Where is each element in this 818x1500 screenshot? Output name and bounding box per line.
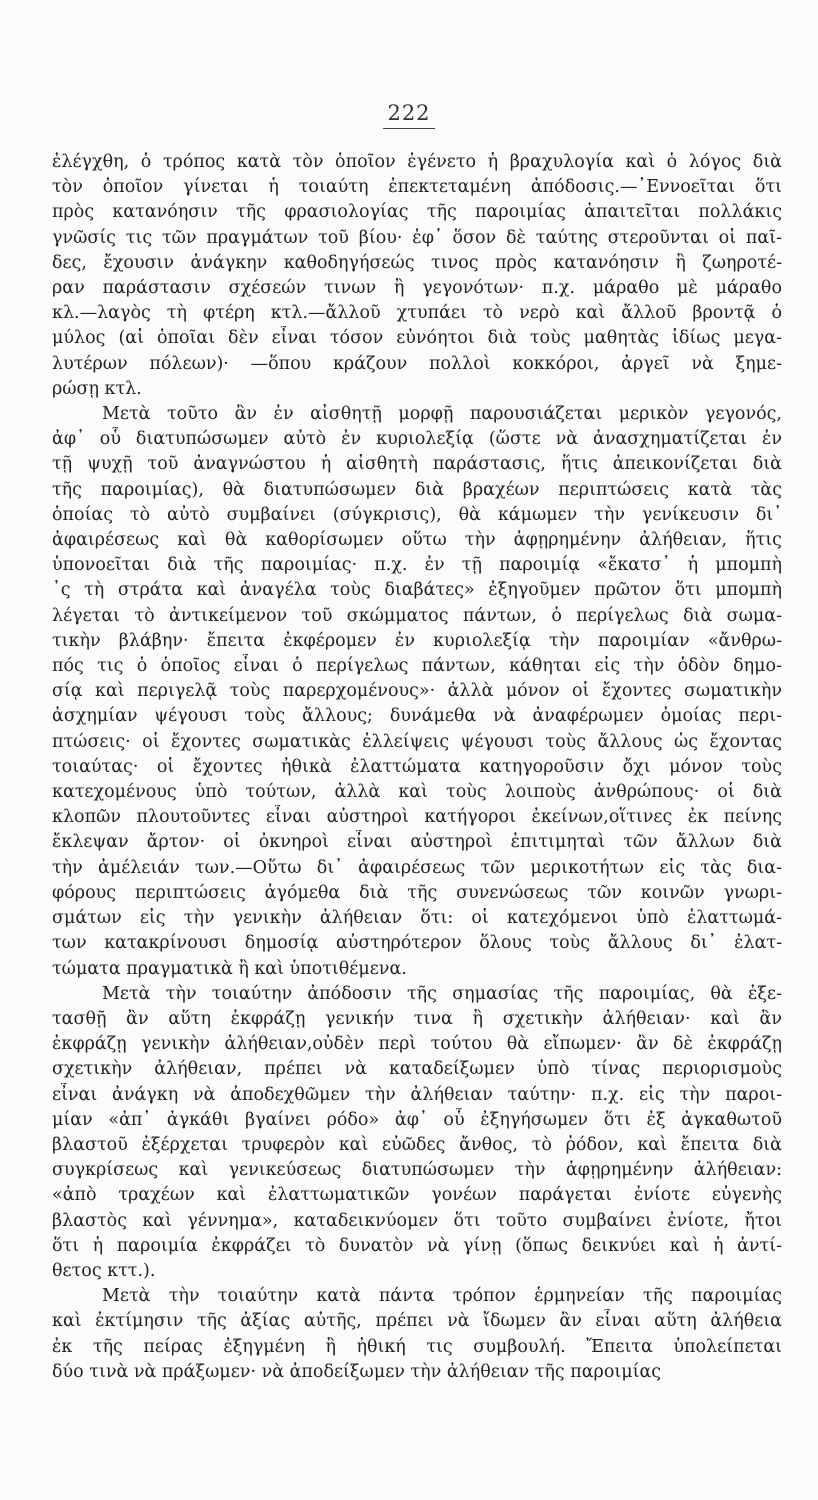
text-line: δες, ἔχουσιν ἀνάγκην καθοδηγήσεώς τινος πρὸς κατανόησιν ἢ ζωηροτέ- [52,252,782,273]
text-line: ᾽ς τὴ στράτα καὶ ἀναγέλα τοὺς διαβάτες» ἐξηγοῦμεν πρῶτον ὅτι μπομπὴ [52,580,782,601]
text-line: ὑπονοεῖται διὰ τῆς παροιμίας· π.χ. ἐν τῇ παροιμίᾳ «ἔκατσ᾽ ἡ μπομπὴ [52,555,782,576]
text-line: τῇ ψυχῇ τοῦ ἀναγνώστου ἡ αἰσθητὴ παράστασις, ἥτις ἀπεικονίζεται διὰ [52,454,782,475]
text-line: Μετὰ τὴν τοιαύτην ἀπόδοσιν τῆς σημασίας τῆς παροιμίας, θὰ ἐξε- [102,983,782,1004]
text-line: σίᾳ καὶ περιγελᾷ τοὺς παρερχομένους»· ἀλλὰ μόνον οἱ ἔχοντες σωματικὴν [52,681,782,702]
body-text [52,150,782,1385]
text-line: μύλος (αἱ ὁποῖαι δὲν εἶναι τόσον εὐνόητοι διὰ τοὺς μαθητὰς ἰδίως μεγα- [52,328,782,349]
text-line: ὁποίας τὸ αὐτὸ συμβαίνει (σύγκρισις), θὰ κάμωμεν τὴν γενίκευσιν δι᾽ [52,504,782,525]
text-line: φόρους περιπτώσεις ἀγόμεθα διὰ τῆς συνενώσεως τῶν κοινῶν γνωρι- [52,882,782,903]
text-line: ἐλέγχθη, ὁ τρόπος κατὰ τὸν ὁποῖον ἐγένετο ἡ βραχυλογία καὶ ὁ λόγος διὰ [52,152,782,172]
text-line: εἶναι ἀνάγκη νὰ ἀποδεχθῶμεν τὴν ἀλήθειαν ταύτην· π.χ. εἰς τὴν παροι- [52,1084,782,1105]
text-line: «ἀπὸ τραχέων καὶ ἐλαττωματικῶν γονέων παράγεται ἐνίοτε εὐγενὴς [52,1185,782,1206]
text-line: πός τις ὁ ὁποῖος εἶναι ὁ περίγελως πάντων, κάθηται εἰς τὴν ὁδὸν δημο- [52,656,782,677]
text-line: συγκρίσεως καὶ γενικεύσεως διατυπώσωμεν τὴν ἀφῃρημένην ἀλήθειαν: [52,1160,782,1181]
text-line: σχετικὴν ἀλήθειαν, πρέπει νὰ καταδείξωμεν ὑπὸ τίνας περιορισμοὺς [52,1059,782,1080]
text-line: γνῶσίς τις τῶν πραγμάτων τοῦ βίου· ἐφ᾽ ὅσον δὲ ταύτης στεροῦνται οἱ παῖ- [52,227,782,248]
text-line: μίαν «ἀπ᾽ ἀγκάθι βγαίνει ρόδο» ἀφ᾽ οὗ ἐξηγήσωμεν ὅτι ἐξ ἀγκαθωτοῦ [52,1109,782,1130]
text-line: κατεχομένους ὑπὸ τούτων, ἀλλὰ καὶ τοὺς λοιποὺς ἀνθρώπους· οἱ διὰ [52,782,782,803]
text-line: τασθῇ ἂν αὕτη ἐκφράζῃ γενικήν τινα ἢ σχετικὴν ἀλήθειαν· καὶ ἂν [52,1008,782,1029]
text-line: θετος κττ.). [52,1260,156,1281]
page-number-text: 222 [383,101,434,129]
text-line: Μετὰ τὴν τοιαύτην κατὰ πάντα τρόπον ἑρμηνείαν τῆς παροιμίας [102,1286,782,1307]
text-line: δύο τινὰ νὰ πράξωμεν· νὰ ἀποδείξωμεν τὴν ἀλήθειαν τῆς παροιμίας [52,1361,662,1382]
text-line: ρώσῃ κτλ. [52,378,142,399]
page-number [0,101,818,129]
text-line: κλοπῶν πλουτοῦντες εἶναι αὐστηροὶ κατήγοροι ἐκείνων,οἵτινες ἐκ πείνης [52,807,782,828]
text-line: πρὸς κατανόησιν τῆς φρασιολογίας τῆς παροιμίας ἀπαιτεῖται πολλάκις [52,202,782,223]
paragraph [52,150,782,402]
text-line: ἔκλεψαν ἄρτον· οἱ ὀκνηροὶ εἶναι αὐστηροὶ ἐπιτιμηταὶ τῶν ἄλλων διὰ [52,832,782,853]
text-line: βλαστοῦ ἐξέρχεται τρυφερὸν καὶ εὐῶδες ἄνθος, τὸ ῥόδον, καὶ ἔπειτα διὰ [52,1134,782,1155]
text-line: βλαστὸς καὶ γέννημα», καταδεικνύομεν ὅτι τοῦτο συμβαίνει ἐνίοτε, ἤτοι [52,1210,782,1231]
paragraph [52,982,782,1284]
text-line: ὅτι ἡ παροιμία ἐκφράζει τὸ δυνατὸν νὰ γίνῃ (ὅπως δεικνύει καὶ ἡ ἀντί- [52,1235,782,1256]
text-line: τώματα πραγματικὰ ἢ καὶ ὑποτιθέμενα. [52,958,407,979]
text-line: ἀφ᾽ οὗ διατυπώσωμεν αὐτὸ ἐν κυριολεξίᾳ (ὥστε νὰ ἀνασχηματίζεται ἐν [52,429,782,450]
text-line: τοιαύτας· οἱ ἔχοντες ἠθικὰ ἐλαττώματα κατηγοροῦσιν ὄχι μόνον τοὺς [52,756,782,777]
text-line: λυτέρων πόλεων)· —ὅπου κράζουν πολλοὶ κοκκόροι, ἀργεῖ νὰ ξημε- [52,353,782,374]
text-line: ἐκ τῆς πείρας ἐξηγμένη ἢ ἠθική τις συμβουλή. Ἔπειτα ὑπολείπεται [52,1336,782,1357]
text-line: ἀσχημίαν ψέγουσι τοὺς ἄλλους; δυνάμεθα νὰ ἀναφέρωμεν ὁμοίας περι- [52,706,782,727]
text-line: κλ.—λαγὸς τὴ φτέρη κτλ.—ἄλλοῦ χτυπάει τὸ νερὸ καὶ ἄλλοῦ βροντᾷ ὁ [52,303,782,324]
text-line: ἐκφράζῃ γενικὴν ἀλήθειαν,οὐδὲν περὶ τούτου θὰ εἴπωμεν· ἂν δὲ ἐκφράζῃ [52,1034,782,1055]
text-line: σμάτων εἰς τὴν γενικὴν ἀλήθειαν ὅτι: οἱ κατεχόμενοι ὑπὸ ἐλαττωμά- [52,908,782,929]
text-line: τὸν ὁποῖον γίνεται ἡ τοιαύτη ἐπεκτεταμένη ἀπόδοσις.—᾽Εννοεῖται ὅτι [52,177,782,198]
paragraph [52,402,782,982]
text-line: Μετὰ τοῦτο ἂν ἐν αἰσθητῇ μορφῇ παρουσιάζεται μερικὸν γεγονός, [102,404,782,425]
text-line: πτώσεις· οἱ ἔχοντες σωματικὰς ἐλλείψεις ψέγουσι τοὺς ἄλλους ὡς ἔχοντας [52,731,782,752]
text-line: τῆς παροιμίας), θὰ διατυπώσωμεν διὰ βραχέων περιπτώσεις κατὰ τὰς [52,479,782,500]
text-line: καὶ ἐκτίμησιν τῆς ἀξίας αὐτῆς, πρέπει νὰ ἴδωμεν ἂν εἶναι αὕτη ἀλήθεια [52,1311,782,1332]
text-line: τὴν ἀμέλειάν των.—Οὕτω δι᾽ ἀφαιρέσεως τῶν μερικοτήτων εἰς τὰς δια- [52,857,782,878]
paragraph [52,1284,782,1385]
text-line: ραν παράστασιν σχέσεών τινων ἢ γεγονότων· π.χ. μάραθο μὲ μάραθο [52,278,782,299]
text-line: τικὴν βλάβην· ἔπειτα ἐκφέρομεν ἐν κυριολεξίᾳ τὴν παροιμίαν «ἄνθρω- [52,630,782,651]
text-line: λέγεται τὸ ἀντικείμενον τοῦ σκώμματος πάντων, ὁ περίγελως διὰ σωμα- [52,605,782,626]
text-line: των κατακρίνουσι δημοσίᾳ αὐστηρότερον ὅλους τοὺς ἄλλους δι᾽ ἐλατ- [52,933,782,954]
text-line: ἀφαιρέσεως καὶ θὰ καθορίσωμεν οὕτω τὴν ἀφῃρημένην ἀλήθειαν, ἥτις [52,530,782,551]
